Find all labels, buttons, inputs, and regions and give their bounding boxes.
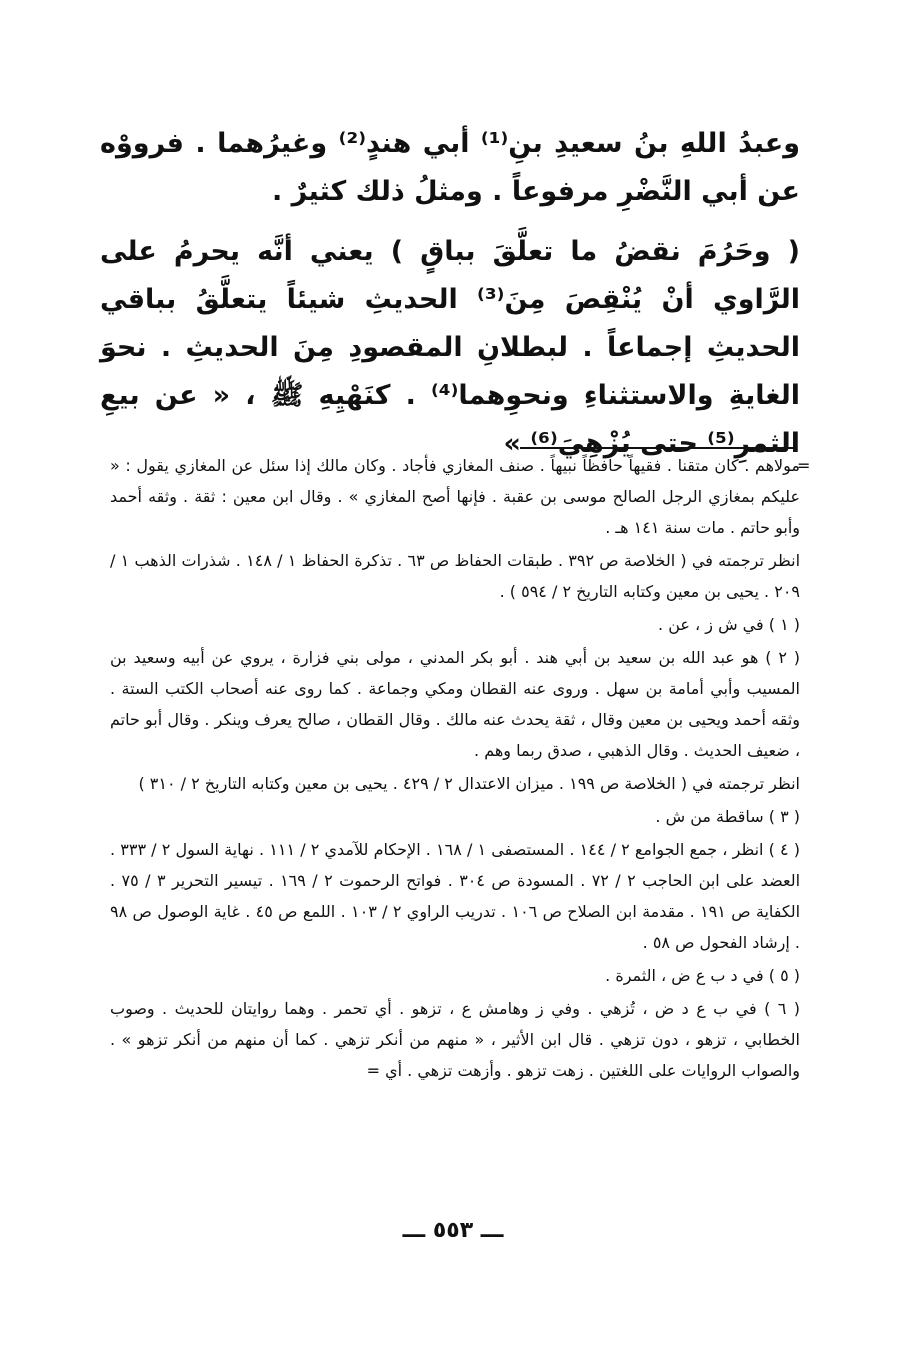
footnote: ( ٦ ) في ب ع د ض ، تُزهي . وفي ز وهامش ع ، تزهو . أي تحمر . وهما روايتان للحديث . وصوب الخطابي ، تزهو ، دون تزهي . قال ابن الأثير ، « منهم من أنكر تزهي . كما أن منهم من أنكر تزهو » . والصواب الروايات على اللغتين . زهت تزهو . وأزهت تزهي . أي =	[110, 999, 801, 1080]
main-paragraph: ( وحَرُمَ نقضُ ما تعلَّقَ بباقٍ ) يعني أنَّه يحرمُ على الرَّاوي أنْ يُنْقِصَ مِنَ⁽³⁾ الحديثِ شيئاً يتعلَّقُ بباقي الحديثِ إجماعاً . لبطلانِ المقصودِ مِنَ الحديثِ . نحوَ الغايةِ والاستثناءِ ونحوِهما⁽⁴⁾ . كنَهْيِهِ ﷺ ، « عن بيعِ الثمرِ⁽⁵⁾ حتى يُزْهِيَ⁽⁶⁾ »	[100, 236, 800, 459]
footnote: ( ٢ ) هو عبد الله بن سعيد بن أبي هند . أبو بكر المدني ، مولى بني فزارة ، يروي عن أبيه وسعيد بن المسيب وأبي أمامة بن سهل . وروى عنه القطان ومكي وجماعة . كما روى عنه أصحاب الكتب الستة . وثقه أحمد ويحيى بن معين وقال ، ثقة يحدث عنه مالك . وقال القطان ، صالح يعرف وينكر . وقال أبو حاتم ، ضعيف الحديث . وقال الذهبي ، صدق ربما وهم .	[110, 648, 801, 760]
footnote: ( ٥ ) في د ب ع ض ، الثمرة .	[605, 966, 800, 985]
footnote: انظر ترجمته في ( الخلاصة ص ١٩٩ . ميزان الاعتدال ٢ / ٤٢٩ . يحيى بن معين وكتابه التاريخ ٢ / ٣١٠ )	[138, 774, 800, 793]
footnote: انظر ترجمته في ( الخلاصة ص ٣٩٢ . طبقات الحفاظ ص ٦٣ . تذكرة الحفاظ ١ / ١٤٨ . شذرات الذهب ١ / ٢٠٩ . يحيى بن معين وكتابه التاريخ ٢ / ٥٩٤ ) .	[110, 551, 801, 601]
continuation-mark: =	[797, 456, 811, 475]
footnote: مولاهم . كان متقنا . فقيهاً حافظاً نبيهاً . صنف المغازي فأجاد . وكان مالك إذا سئل عن المغازي يقول : « عليكم بمغازي الرجل الصالح موسى بن عقبة . فإنها أصح المغازي » . وقال ابن معين : ثقة . وثقه أحمد وأبو حاتم . مات سنة ١٤١ هـ .	[110, 456, 800, 537]
main-paragraph: وعبدُ اللهِ بنُ سعيدِ بنِ⁽¹⁾ أبي هندٍ⁽²⁾ وغيرُهما . فرووْه عن أبي النَّضْرِ مرفوعاً . ومثلُ ذلك كثيرٌ .	[100, 128, 800, 207]
footnote: ( ٤ ) انظر ، جمع الجوامع ٢ / ١٤٤ . المستصفى ١ / ١٦٨ . الإحكام للآمدي ٢ / ١١١ . نهاية السول ٢ / ٣٣٣ . العضد على ابن الحاجب ٢ / ٧٢ . المسودة ص ٣٠٤ . فواتح الرحموت ٢ / ١٦٩ . تيسير التحرير ٣ / ٧٥ . الكفاية ص ١٩١ . مقدمة ابن الصلاح ص ١٠٦ . تدريب الراوي ٢ / ١٠٣ . اللمع ص ٤٥ . غاية الوصول ص ٩٨ . إرشاد الفحول ص ٥٨ .	[110, 840, 801, 952]
footnote: ( ٣ ) ساقطة من ش .	[655, 807, 800, 826]
page-number: ـــ ٥٥٣ ـــ	[402, 1218, 504, 1243]
main-text-block	[100, 120, 800, 468]
footnote: ( ١ ) في ش ز ، عن .	[658, 615, 800, 634]
footnotes-block	[110, 450, 800, 1086]
footnote-separator	[520, 447, 796, 449]
